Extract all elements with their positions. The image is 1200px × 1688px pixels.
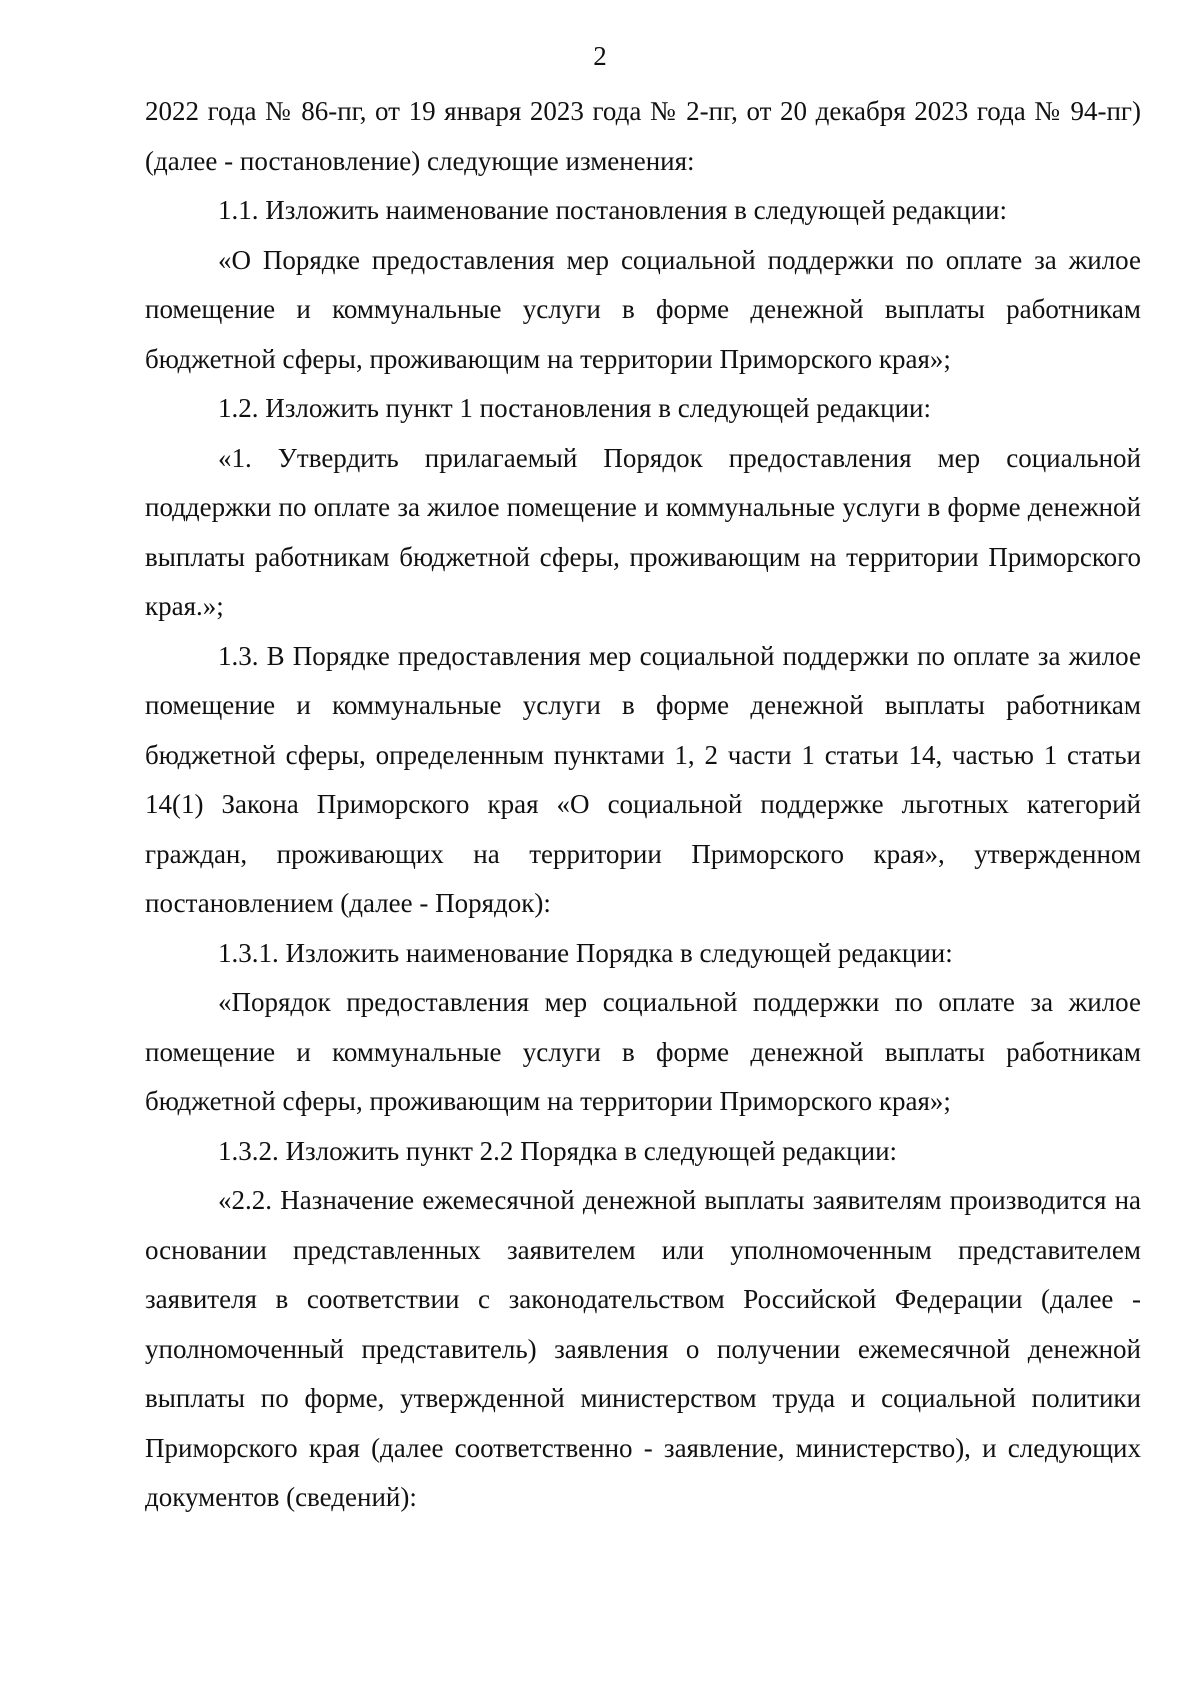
paragraph-1-1-quote: «О Порядке предоставления мер социальной поддержки по оплате за жилое помещение и коммунальные услуги в форме денежной выплаты работникам бюджетной сферы, проживающим на территории Приморского края»; bbox=[145, 244, 1141, 374]
paragraph-intro: 2022 года № 86-пг, от 19 января 2023 года № 2-пг, от 20 декабря 2023 года № 94-пг) (далее - постановление) следующие изменения: bbox=[145, 96, 1141, 176]
paragraph-1-3-1-quote: «Порядок предоставления мер социальной поддержки по оплате за жилое помещение и коммунальные услуги в форме денежной выплаты работникам бюджетной сферы, проживающим на территории Приморского края»; bbox=[145, 987, 1141, 1116]
paragraph-1-2: 1.2. Изложить пункт 1 постановления в следующей редакции: bbox=[218, 393, 932, 423]
document-body bbox=[145, 87, 1141, 1523]
paragraph-1-1: 1.1. Изложить наименование постановления в следующей редакции: bbox=[218, 195, 1007, 225]
paragraph-1-3-1: 1.3.1. Изложить наименование Порядка в следующей редакции: bbox=[218, 937, 953, 968]
page-number: 2 bbox=[593, 41, 607, 71]
paragraph-1-3: 1.3. В Порядке предоставления мер социальной поддержки по оплате за жилое помещение и коммунальные услуги в форме денежной выплаты работникам бюджетной сферы, определенным пунктами 1, 2 части 1 статьи 14, частью 1 статьи 14(1) Закона Приморского края «О социальной поддержке льготных категорий граждан, проживающих на территории Приморского края», утвержденном постановлением (далее - Порядок): bbox=[145, 640, 1141, 918]
paragraph-1-2-quote: «1. Утвердить прилагаемый Порядок предоставления мер социальной поддержки по оплате за жилое помещение и коммунальные услуги в форме денежной выплаты работникам бюджетной сферы, проживающим на территории Приморского края.»; bbox=[145, 442, 1141, 621]
paragraph-1-3-2: 1.3.2. Изложить пункт 2.2 Порядка в следующей редакции: bbox=[218, 1135, 898, 1166]
paragraph-1-3-2-quote: «2.2. Назначение ежемесячной денежной выплаты заявителям производится на основании представленных заявителем или уполномоченным представителем заявителя в соответствии с законодательством Российской Федерации (далее - уполномоченный представитель) заявления о получении ежемесячной денежной выплаты по форме, утвержденной министерством труда и социальной политики Приморского края (далее соответственно - заявление, министерство), и следующих документов (сведений): bbox=[145, 1185, 1141, 1512]
